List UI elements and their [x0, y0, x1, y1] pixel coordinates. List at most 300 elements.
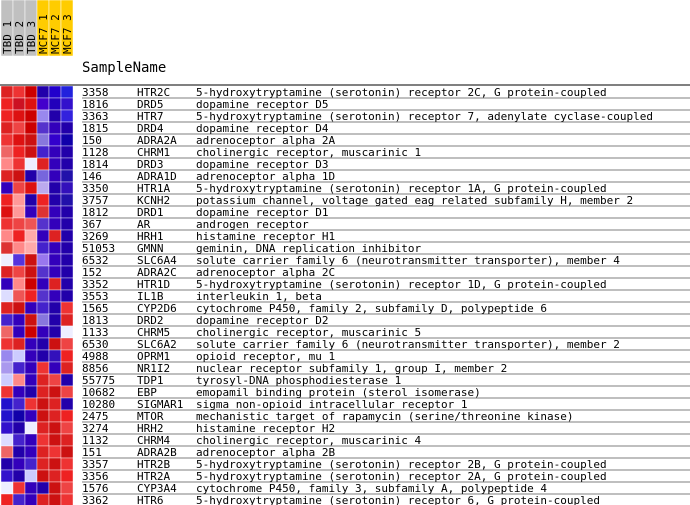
heatmap-cell [49, 482, 61, 494]
heatmap-cell [49, 146, 61, 158]
heatmap-cell [1, 218, 13, 230]
heatmap-cell [49, 302, 61, 314]
row-gene-symbol: HRH1 [137, 230, 164, 243]
row-gene-symbol: AR [137, 218, 151, 231]
row-gene-symbol: HTR2B [137, 458, 171, 471]
heatmap-cell [49, 254, 61, 266]
row-gene-symbol: CYP2D6 [137, 302, 177, 315]
heatmap-cell [49, 134, 61, 146]
row-gene-description: dopamine receptor D2 [196, 314, 329, 327]
row-gene-id: 55775 [82, 374, 116, 387]
heatmap-cell [13, 218, 25, 230]
row-gene-symbol: CHRM4 [137, 434, 171, 447]
heatmap-cell [13, 422, 25, 434]
row-gene-symbol: SLC6A2 [137, 338, 177, 351]
row-gene-description: cholinergic receptor, muscarinic 4 [196, 434, 422, 447]
sample-column-label: MCF7 3 [61, 14, 74, 54]
row-gene-description: dopamine receptor D3 [196, 158, 329, 171]
heatmap-cell [1, 170, 13, 182]
heatmap-cell [1, 230, 13, 242]
row-gene-symbol: GMNN [137, 242, 164, 255]
heatmap-cell [25, 362, 37, 374]
heatmap-cell [37, 374, 49, 386]
row-gene-symbol: EBP [137, 386, 157, 399]
row-gene-id: 3357 [82, 458, 109, 471]
row-gene-id: 6530 [82, 338, 109, 351]
row-gene-id: 1133 [82, 326, 109, 339]
heatmap-cell [61, 218, 73, 230]
heatmap-cell [37, 326, 49, 338]
heatmap-cell [37, 98, 49, 110]
row-gene-id: 3363 [82, 110, 109, 123]
heatmap-cell [61, 410, 73, 422]
row-gene-symbol: IL1B [137, 290, 164, 303]
heatmap-cell [25, 338, 37, 350]
row-gene-description: mechanistic target of rapamycin (serine/threonine kinase) [196, 410, 574, 423]
heatmap-cell [13, 182, 25, 194]
heatmap-cell [25, 218, 37, 230]
heatmap-cell [13, 230, 25, 242]
row-gene-description: sigma non-opioid intracellular receptor 1 [196, 398, 468, 411]
heatmap-cell [25, 374, 37, 386]
row-gene-symbol: OPRM1 [137, 350, 171, 363]
heatmap-cell [13, 470, 25, 482]
heatmap-cell [13, 482, 25, 494]
heatmap-cell [1, 398, 13, 410]
heatmap-cell [49, 290, 61, 302]
row-gene-id: 10682 [82, 386, 116, 399]
row-gene-id: 4988 [82, 350, 109, 363]
heatmap-cell [25, 434, 37, 446]
heatmap-cell [61, 158, 73, 170]
heatmap-cell [1, 206, 13, 218]
heatmap-cell [13, 278, 25, 290]
heatmap-cell [37, 134, 49, 146]
row-gene-description: 5-hydroxytryptamine (serotonin) receptor 1D, G protein-coupled [196, 278, 607, 291]
heatmap-cell [37, 386, 49, 398]
heatmap-cell [25, 170, 37, 182]
row-gene-id: 1565 [82, 302, 109, 315]
heatmap-cell [13, 458, 25, 470]
row-gene-symbol: ADRA2C [137, 266, 177, 279]
heatmap-cell [25, 122, 37, 134]
heatmap-cell [49, 314, 61, 326]
heatmap-cell [49, 242, 61, 254]
row-gene-description: opioid receptor, mu 1 [196, 350, 336, 363]
row-gene-id: 10280 [82, 398, 116, 411]
heatmap-cell [49, 170, 61, 182]
heatmap-cell [61, 98, 73, 110]
row-gene-description: cholinergic receptor, muscarinic 5 [196, 326, 422, 339]
heatmap-cell [37, 110, 49, 122]
heatmap-cell [49, 422, 61, 434]
heatmap-cell [61, 122, 73, 134]
heatmap-cell [13, 170, 25, 182]
heatmap-cell [1, 278, 13, 290]
heatmap-cell [13, 434, 25, 446]
heatmap-cell [25, 314, 37, 326]
heatmap-cell [49, 494, 61, 505]
heatmap-cell [1, 182, 13, 194]
heatmap-cell [13, 410, 25, 422]
row-gene-id: 1576 [82, 482, 109, 495]
heatmap-cell [13, 386, 25, 398]
row-gene-symbol: CHRM1 [137, 146, 171, 159]
heatmap-cell [61, 470, 73, 482]
heatmap-cell [13, 374, 25, 386]
row-gene-id: 51053 [82, 242, 116, 255]
heatmap-cell [61, 398, 73, 410]
row-gene-symbol: TDP1 [137, 374, 164, 387]
heatmap-cell [25, 326, 37, 338]
heatmap-cell [1, 290, 13, 302]
row-gene-id: 3553 [82, 290, 109, 303]
row-gene-symbol: SIGMAR1 [137, 398, 184, 411]
heatmap-cell [61, 230, 73, 242]
heatmap-cell [37, 470, 49, 482]
heatmap-cell [1, 302, 13, 314]
heatmap-cell [25, 266, 37, 278]
row-gene-id: 1814 [82, 158, 109, 171]
heatmap-cell [1, 314, 13, 326]
row-gene-description: geminin, DNA replication inhibitor [196, 242, 422, 255]
heatmap-cell [25, 254, 37, 266]
row-gene-id: 2475 [82, 410, 109, 423]
heatmap-cell [25, 278, 37, 290]
row-gene-id: 1812 [82, 206, 109, 219]
heatmap-cell [13, 206, 25, 218]
heatmap-cell [1, 326, 13, 338]
heatmap-cell [37, 206, 49, 218]
heatmap-cell [13, 242, 25, 254]
heatmap-cell [61, 350, 73, 362]
heatmap-cell [61, 254, 73, 266]
row-gene-symbol: HTR1A [137, 182, 171, 195]
heatmap-cell [61, 134, 73, 146]
heatmap-cell [25, 290, 37, 302]
heatmap-cell [25, 194, 37, 206]
heatmap-cell [61, 362, 73, 374]
heatmap-cell [49, 98, 61, 110]
heatmap-cell [13, 350, 25, 362]
row-gene-description: 5-hydroxytryptamine (serotonin) receptor 6, G protein-coupled [196, 494, 600, 505]
heatmap-cell [13, 314, 25, 326]
row-gene-symbol: DRD3 [137, 158, 164, 171]
heatmap-cell [49, 374, 61, 386]
heatmap-cell [1, 458, 13, 470]
row-gene-symbol: HTR1D [137, 278, 171, 291]
heatmap-cell [1, 422, 13, 434]
heatmap-cell [49, 446, 61, 458]
row-gene-description: 5-hydroxytryptamine (serotonin) receptor 1A, G protein-coupled [196, 182, 607, 195]
heatmap-cell [1, 122, 13, 134]
row-gene-description: 5-hydroxytryptamine (serotonin) receptor 2A, G protein-coupled [196, 470, 607, 483]
heatmap-cell [1, 434, 13, 446]
row-gene-description: solute carrier family 6 (neurotransmitter transporter), member 2 [196, 338, 620, 351]
heatmap-cell [13, 338, 25, 350]
sample-column-label: TBD 3 [25, 20, 38, 54]
row-gene-description: histamine receptor H1 [196, 230, 336, 243]
heatmap-cell [61, 170, 73, 182]
row-gene-description: 5-hydroxytryptamine (serotonin) receptor 7, adenylate cyclase-coupled [196, 110, 653, 123]
heatmap-cell [25, 230, 37, 242]
heatmap-cell [25, 134, 37, 146]
row-labels [82, 86, 690, 505]
heatmap-cell [1, 482, 13, 494]
heatmap-cell [1, 86, 13, 98]
row-gene-description: solute carrier family 6 (neurotransmitter transporter), member 4 [196, 254, 620, 267]
heatmap-cell [49, 470, 61, 482]
row-gene-id: 3352 [82, 278, 109, 291]
heatmap-cell [49, 326, 61, 338]
row-gene-id: 1132 [82, 434, 109, 447]
heatmap-cell [13, 446, 25, 458]
heatmap-cell [1, 146, 13, 158]
row-gene-symbol: SLC6A4 [137, 254, 177, 267]
heatmap-cell [37, 218, 49, 230]
heatmap-cell [37, 446, 49, 458]
row-gene-symbol: CHRM5 [137, 326, 171, 339]
heatmap-cell [25, 398, 37, 410]
heatmap-cell [61, 338, 73, 350]
heatmap-cell [25, 386, 37, 398]
sample-name-header: SampleName [82, 60, 167, 76]
row-gene-description: cytochrome P450, family 3, subfamily A, polypeptide 4 [196, 482, 547, 495]
heatmap-cell [61, 482, 73, 494]
row-gene-id: 3350 [82, 182, 109, 195]
heatmap-cell [37, 482, 49, 494]
heatmap-cell [37, 494, 49, 505]
sample-column-label: MCF7 2 [49, 14, 62, 54]
row-gene-description: adrenoceptor alpha 2A [196, 134, 336, 147]
heatmap-cell [13, 110, 25, 122]
heatmap-cell [1, 134, 13, 146]
row-gene-symbol: HTR2C [137, 86, 171, 99]
row-gene-symbol: MTOR [137, 410, 164, 423]
heatmap-cell [25, 206, 37, 218]
heatmap-cell [1, 362, 13, 374]
heatmap-cell [25, 350, 37, 362]
heatmap-cell [37, 422, 49, 434]
heatmap-cells [1, 86, 73, 505]
row-gene-description: potassium channel, voltage gated eag related subfamily H, member 2 [196, 194, 634, 207]
heatmap-cell [61, 302, 73, 314]
heatmap-cell [13, 254, 25, 266]
row-gene-id: 3358 [82, 86, 109, 99]
sample-column-label: TBD 2 [13, 20, 26, 54]
heatmap-cell [1, 386, 13, 398]
sample-column-label: MCF7 1 [37, 14, 50, 54]
row-gene-symbol: HTR7 [137, 110, 164, 123]
heatmap-cell [1, 194, 13, 206]
heatmap-cell [37, 290, 49, 302]
heatmap-cell [37, 122, 49, 134]
heatmap-cell [25, 458, 37, 470]
heatmap-cell [13, 158, 25, 170]
heatmap-cell [61, 434, 73, 446]
row-gene-id: 146 [82, 170, 102, 183]
heatmap-cell [25, 494, 37, 505]
heatmap-cell [61, 242, 73, 254]
row-gene-description: dopamine receptor D5 [196, 98, 329, 111]
row-gene-symbol: CYP3A4 [137, 482, 177, 495]
row-gene-description: androgen receptor [196, 218, 309, 231]
heatmap-cell [49, 410, 61, 422]
heatmap-cell [49, 194, 61, 206]
heatmap-cell [25, 158, 37, 170]
heatmap-cell [13, 134, 25, 146]
heatmap-cell [37, 314, 49, 326]
sample-column-label: TBD 1 [1, 20, 14, 54]
heatmap-cell [61, 194, 73, 206]
heatmap-cell [49, 362, 61, 374]
heatmap-cell [25, 422, 37, 434]
row-gene-description: dopamine receptor D1 [196, 206, 329, 219]
heatmap-cell [49, 266, 61, 278]
heatmap-cell [1, 266, 13, 278]
heatmap-cell [49, 86, 61, 98]
row-gene-description: nuclear receptor subfamily 1, group I, member 2 [196, 362, 508, 375]
row-gene-description: dopamine receptor D4 [196, 122, 329, 135]
heatmap-cell [1, 374, 13, 386]
heatmap-cell [61, 494, 73, 505]
heatmap-cell [61, 290, 73, 302]
heatmap-cell [61, 110, 73, 122]
row-gene-description: emopamil binding protein (sterol isomerase) [196, 386, 481, 399]
heatmap-cell [25, 482, 37, 494]
row-gene-symbol: HTR6 [137, 494, 164, 505]
row-gene-id: 6532 [82, 254, 109, 267]
row-gene-symbol: ADRA2B [137, 446, 177, 459]
heatmap-cell [13, 194, 25, 206]
heatmap-cell [37, 182, 49, 194]
heatmap-cell [49, 230, 61, 242]
heatmap-cell [13, 302, 25, 314]
heatmap-cell [37, 434, 49, 446]
heatmap-cell [49, 278, 61, 290]
heatmap-cell [13, 494, 25, 505]
row-gene-symbol: HTR2A [137, 470, 171, 483]
row-gene-symbol: NR1I2 [137, 362, 171, 375]
row-gene-id: 1815 [82, 122, 109, 135]
heatmap-cell [49, 434, 61, 446]
heatmap-cell [13, 98, 25, 110]
row-gene-symbol: ADRA1D [137, 170, 177, 183]
heatmap-cell [61, 182, 73, 194]
heatmap-cell [1, 338, 13, 350]
heatmap-cell [37, 194, 49, 206]
heatmap-cell [1, 98, 13, 110]
row-gene-description: adrenoceptor alpha 1D [196, 170, 336, 183]
heatmap-cell [61, 146, 73, 158]
heatmap-cell [61, 278, 73, 290]
row-gene-id: 1128 [82, 146, 109, 159]
row-gene-symbol: DRD2 [137, 314, 164, 327]
heatmap-cell [25, 98, 37, 110]
heatmap-cell [49, 338, 61, 350]
heatmap-cell [61, 446, 73, 458]
heatmap-cell [49, 458, 61, 470]
heatmap-cell [37, 266, 49, 278]
heatmap-cell [61, 86, 73, 98]
heatmap-cell [1, 242, 13, 254]
row-gene-id: 3274 [82, 422, 109, 435]
heatmap-cell [49, 110, 61, 122]
heatmap-cell [1, 410, 13, 422]
row-gene-description: cytochrome P450, family 2, subfamily D, polypeptide 6 [196, 302, 547, 315]
row-gene-id: 3362 [82, 494, 109, 505]
heatmap-cell [61, 326, 73, 338]
heatmap-cell [25, 470, 37, 482]
heatmap-cell [37, 86, 49, 98]
heatmap-cell [61, 314, 73, 326]
heatmap-cell [13, 398, 25, 410]
heatmap-cell [1, 446, 13, 458]
heatmap-cell [13, 266, 25, 278]
heatmap-cell [37, 302, 49, 314]
heatmap-cell [25, 182, 37, 194]
row-gene-id: 3269 [82, 230, 109, 243]
row-gene-id: 1813 [82, 314, 109, 327]
heatmap-cell [25, 86, 37, 98]
heatmap-cell [37, 146, 49, 158]
heatmap-cell [13, 362, 25, 374]
heatmap-cell [61, 422, 73, 434]
heatmap-cell [37, 278, 49, 290]
heatmap-cell [25, 446, 37, 458]
row-gene-id: 8856 [82, 362, 109, 375]
heatmap-cell [25, 302, 37, 314]
heatmap-cell [49, 398, 61, 410]
heatmap-cell [49, 350, 61, 362]
heatmap-cell [37, 398, 49, 410]
row-gene-symbol: DRD4 [137, 122, 164, 135]
row-gene-description: 5-hydroxytryptamine (serotonin) receptor 2C, G protein-coupled [196, 86, 607, 99]
row-gene-symbol: DRD1 [137, 206, 164, 219]
heatmap-cell [61, 266, 73, 278]
heatmap-cell [1, 494, 13, 505]
heatmap-cell [37, 458, 49, 470]
heatmap-cell [37, 350, 49, 362]
row-gene-symbol: DRD5 [137, 98, 164, 111]
row-gene-description: adrenoceptor alpha 2B [196, 446, 336, 459]
heatmap-cell [37, 254, 49, 266]
heatmap-cell [25, 110, 37, 122]
row-gene-description: interleukin 1, beta [196, 290, 322, 303]
heatmap-cell [49, 158, 61, 170]
heatmap-cell [25, 242, 37, 254]
row-gene-description: tyrosyl-DNA phosphodiesterase 1 [196, 374, 402, 387]
row-gene-id: 1816 [82, 98, 109, 111]
row-gene-description: histamine receptor H2 [196, 422, 336, 435]
heatmap-cell [37, 362, 49, 374]
heatmap-cell [61, 206, 73, 218]
heatmap-cell [37, 170, 49, 182]
heatmap-cell [13, 326, 25, 338]
heatmap-cell [49, 122, 61, 134]
heatmap-cell [37, 242, 49, 254]
heatmap-cell [25, 146, 37, 158]
row-gene-description: adrenoceptor alpha 2C [196, 266, 336, 279]
heatmap-cell [13, 86, 25, 98]
heatmap-cell [13, 146, 25, 158]
heatmap-cell [1, 350, 13, 362]
heatmap-cell [37, 338, 49, 350]
heatmap-cell [13, 122, 25, 134]
heatmap-cell [1, 254, 13, 266]
row-gene-symbol: ADRA2A [137, 134, 177, 147]
row-gene-id: 151 [82, 446, 102, 459]
